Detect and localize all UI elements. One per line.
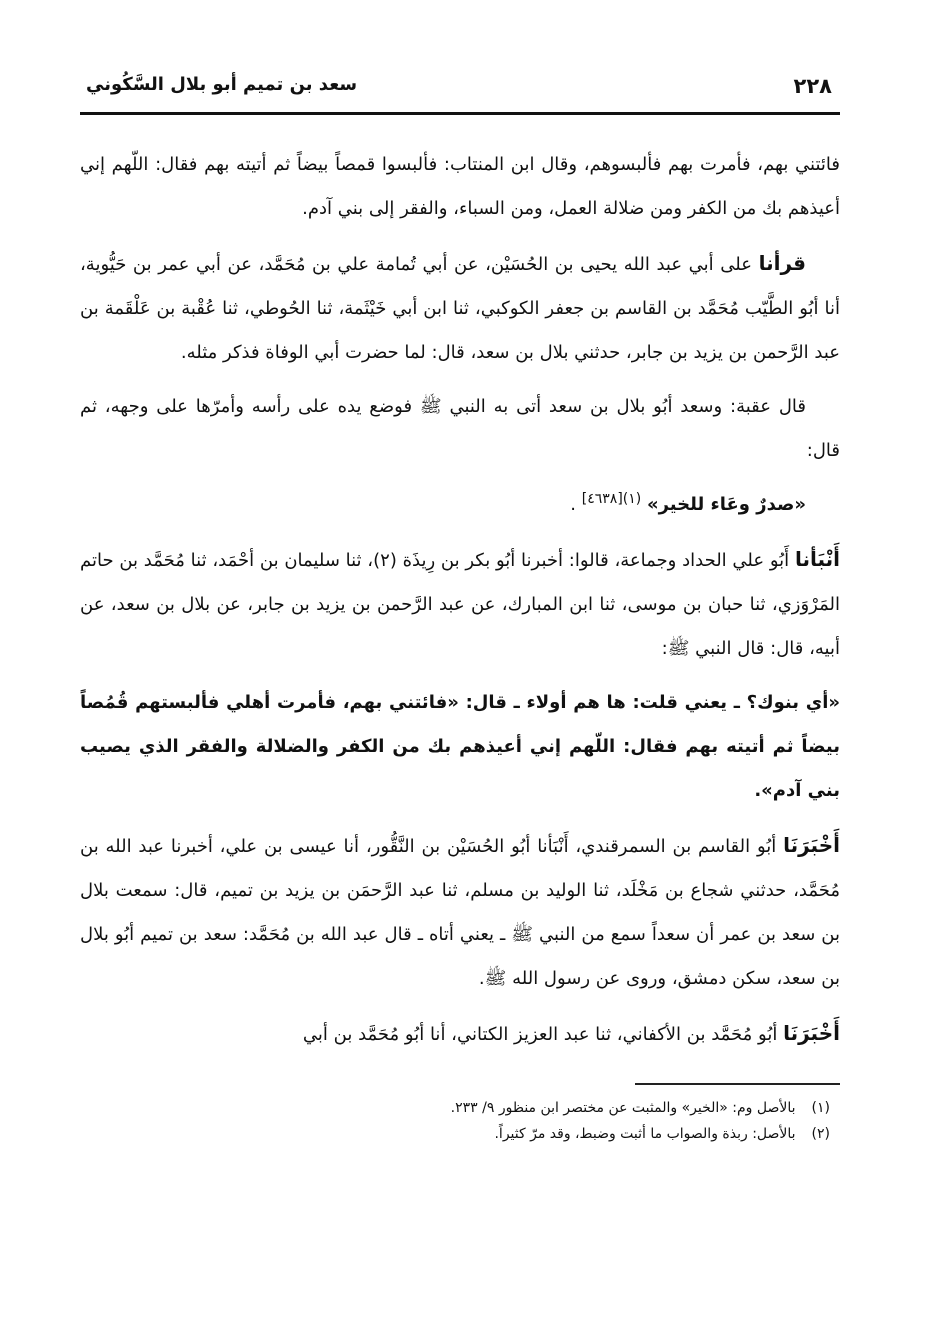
paragraph-8 <box>80 1011 840 1057</box>
paragraph-6-text: «أي بنوك؟ ـ يعني قلت: ها هم أولاء ـ قال: «فائتني بهم، فأمرت أهلي فألبستهم قُمُصاً بيضاً ثم أتيته بهم فقال: اللّهم إني أعيذهم بك من الكفر والضلالة والفقر الذي يصيب بني آدم». <box>80 692 840 801</box>
paragraph-1-text: فائتني بهم، فأمرت بهم فألبسوهم، وقال ابن المنتاب: فألبسوا قمصاً بيضاً ثم أتيته بهم فقال: اللّهم إني أعيذهم بك من الكفر ومن ضلالة العمل، ومن السباء، والفقر إلى بني آدم. <box>80 154 840 219</box>
paragraph-4-quote: «صدرٌ وعَاء للخير» <box>646 494 806 515</box>
paragraph-2-lead: قرأنا <box>758 251 807 275</box>
paragraph-3 <box>80 385 840 473</box>
running-title: سعد بن تميم أبو بلال السَّكُوني <box>86 74 358 95</box>
paragraph-1 <box>80 143 840 231</box>
footnote-2-text: بالأصل: ربذة والصواب ما أثبت وضبط، وقد مرّ كثيراً. <box>494 1126 796 1142</box>
paragraph-8-text: أبُو مُحَمَّد بن الأكفاني، ثنا عبد العزيز الكتاني، أنا أبُو مُحَمَّد بن أبي <box>302 1024 778 1045</box>
paragraph-5 <box>80 537 840 671</box>
footnotes <box>80 1095 840 1147</box>
paragraph-6 <box>80 681 840 813</box>
page-body <box>80 143 840 1057</box>
paragraph-2-text: على أبي عبد الله يحيى بن الحُسَيْن، عن أبي تُمامة علي بن مُحَمَّد، عن أبي عمر بن حَيُّوية، أنا أبُو الطَّيّب مُحَمَّد بن القاسم بن جعفر الكوكبي، ثنا ابن أبي خَيْثَمة، ثنا الحُوطي، ثنا عُقْبة بن عَلْقَمة بن عبد الرَّحمن بن يزيد بن جابر، حدثني بلال بن سعد، قال: لما حضرت أبي الوفاة فذكر مثله. <box>80 254 840 363</box>
footnote-divider <box>635 1083 840 1085</box>
paragraph-4-ref: (١)[٤٦٣٨] <box>581 491 642 507</box>
page-header <box>80 62 840 115</box>
paragraph-5-lead: أَنْبَأنا <box>794 547 840 571</box>
footnote-1-number: (١) <box>811 1100 830 1116</box>
footnote-2-number: (٢) <box>811 1126 830 1142</box>
paragraph-8-lead: أَخْبَرَنَا <box>783 1021 840 1045</box>
page-number: ٢٢٨ <box>793 74 832 98</box>
paragraph-4-text: . <box>570 494 577 515</box>
paragraph-4 <box>80 483 840 527</box>
footnote-1 <box>80 1095 840 1121</box>
book-page <box>80 62 840 1282</box>
paragraph-3-text: قال عقبة: وسعد أبُو بلال بن سعد أتى به النبي ﷺ فوضع يده على رأسه وأمرّها على وجهه، ثم قال: <box>80 396 840 461</box>
paragraph-7-text: أبُو القاسم بن السمرقندي، أَنْبَأنا أبُو الحُسَيْن بن النَّقُّور، أنا عيسى بن علي، أخبرنا عبد الله بن مُحَمَّد، حدثني شجاع بن مَخْلَد، ثنا الوليد بن مسلم، ثنا عبد الرَّحمَن بن يزيد بن تميم، قال: سمعت بلال بن سعد بن عمر أن سعداً سمع من النبي ﷺ ـ يعني أتاه ـ قال عبد الله بن مُحَمَّد: سعد بن تميم أبُو بلال بن سعد، سكن دمشق، وروى عن رسول الله ﷺ. <box>80 836 840 989</box>
paragraph-7-lead: أَخْبَرَنَا <box>783 833 840 857</box>
paragraph-2 <box>80 241 840 375</box>
footnote-2 <box>80 1121 840 1147</box>
paragraph-5-text: أَبُو علي الحداد وجماعة، قالوا: أخبرنا أبُو بكر بن رِيذَة (٢)، ثنا سليمان بن أحْمَد، ثنا مُحَمَّد بن حاتم المَرْوَزي، ثنا حبان بن موسى، ثنا ابن المبارك، عن عبد الرَّحمن بن يزيد بن جابر، عن بلال بن سعد، عن أبيه، قال: قال النبي ﷺ: <box>80 550 840 659</box>
footnote-1-text: بالأصل وم: «الخير» والمثبت عن مختصر ابن منظور ٩/ ٢٣٣. <box>450 1100 796 1116</box>
paragraph-7 <box>80 823 840 1001</box>
